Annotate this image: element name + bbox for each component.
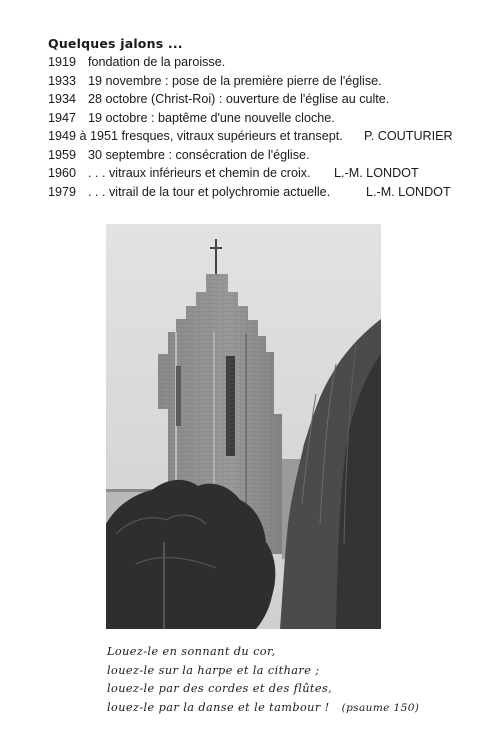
timeline-author: P. COUTURIER [364,129,453,143]
timeline-text: . . . vitrail de la tour et polychromie actuelle. [88,184,331,199]
timeline-year: 1960 [48,166,77,180]
timeline-row [48,92,468,111]
timeline-row [48,129,468,148]
timeline-year: 1934 [48,92,77,106]
timeline-row [48,111,468,130]
timeline-row [48,148,468,167]
psalm-line: louez-le par des cordes et des flûtes, [107,682,333,695]
timeline-text: 28 octobre (Christ-Roi) : ouverture de l'église au culte. [88,92,390,106]
timeline-row [48,185,468,204]
timeline-author: L.-M. LONDOT [366,184,451,199]
section-heading: Quelques jalons ... [48,36,183,51]
timeline-text: 19 novembre : pose de la première pierre de l'église. [88,73,382,88]
psalm-line-text: louez-le par la danse et le tambour ! [107,700,330,714]
timeline-year: 1979 [48,184,77,199]
psalm-reference: (psaume 150) [341,701,420,714]
timeline-text: fondation de la paroisse. [88,55,226,69]
timeline-row [48,55,468,74]
timeline-year: 1947 [48,110,77,125]
timeline-year: 1933 [48,73,77,88]
psalm-line [107,699,447,718]
psalm-line: Louez-le en sonnant du cor, [107,645,276,658]
timeline-row [48,166,468,185]
church-tower-photo [106,224,381,629]
timeline-list [48,55,468,203]
timeline-text: 30 septembre : consécration de l'église. [88,147,310,162]
timeline-year: 1919 [48,55,77,69]
psalm-line: louez-le sur la harpe et la cithare ; [107,663,320,677]
timeline-text: 1949 à 1951 fresques, vitraux supérieurs et transept. [48,129,343,143]
psalm-quote [107,643,447,717]
timeline-text: . . . vitraux inférieurs et chemin de croix. [88,166,311,180]
timeline-text: 19 octobre : baptême d'une nouvelle cloche. [88,110,335,125]
timeline-author: L.-M. LONDOT [334,166,419,180]
timeline-row [48,74,468,93]
timeline-year: 1959 [48,147,77,162]
